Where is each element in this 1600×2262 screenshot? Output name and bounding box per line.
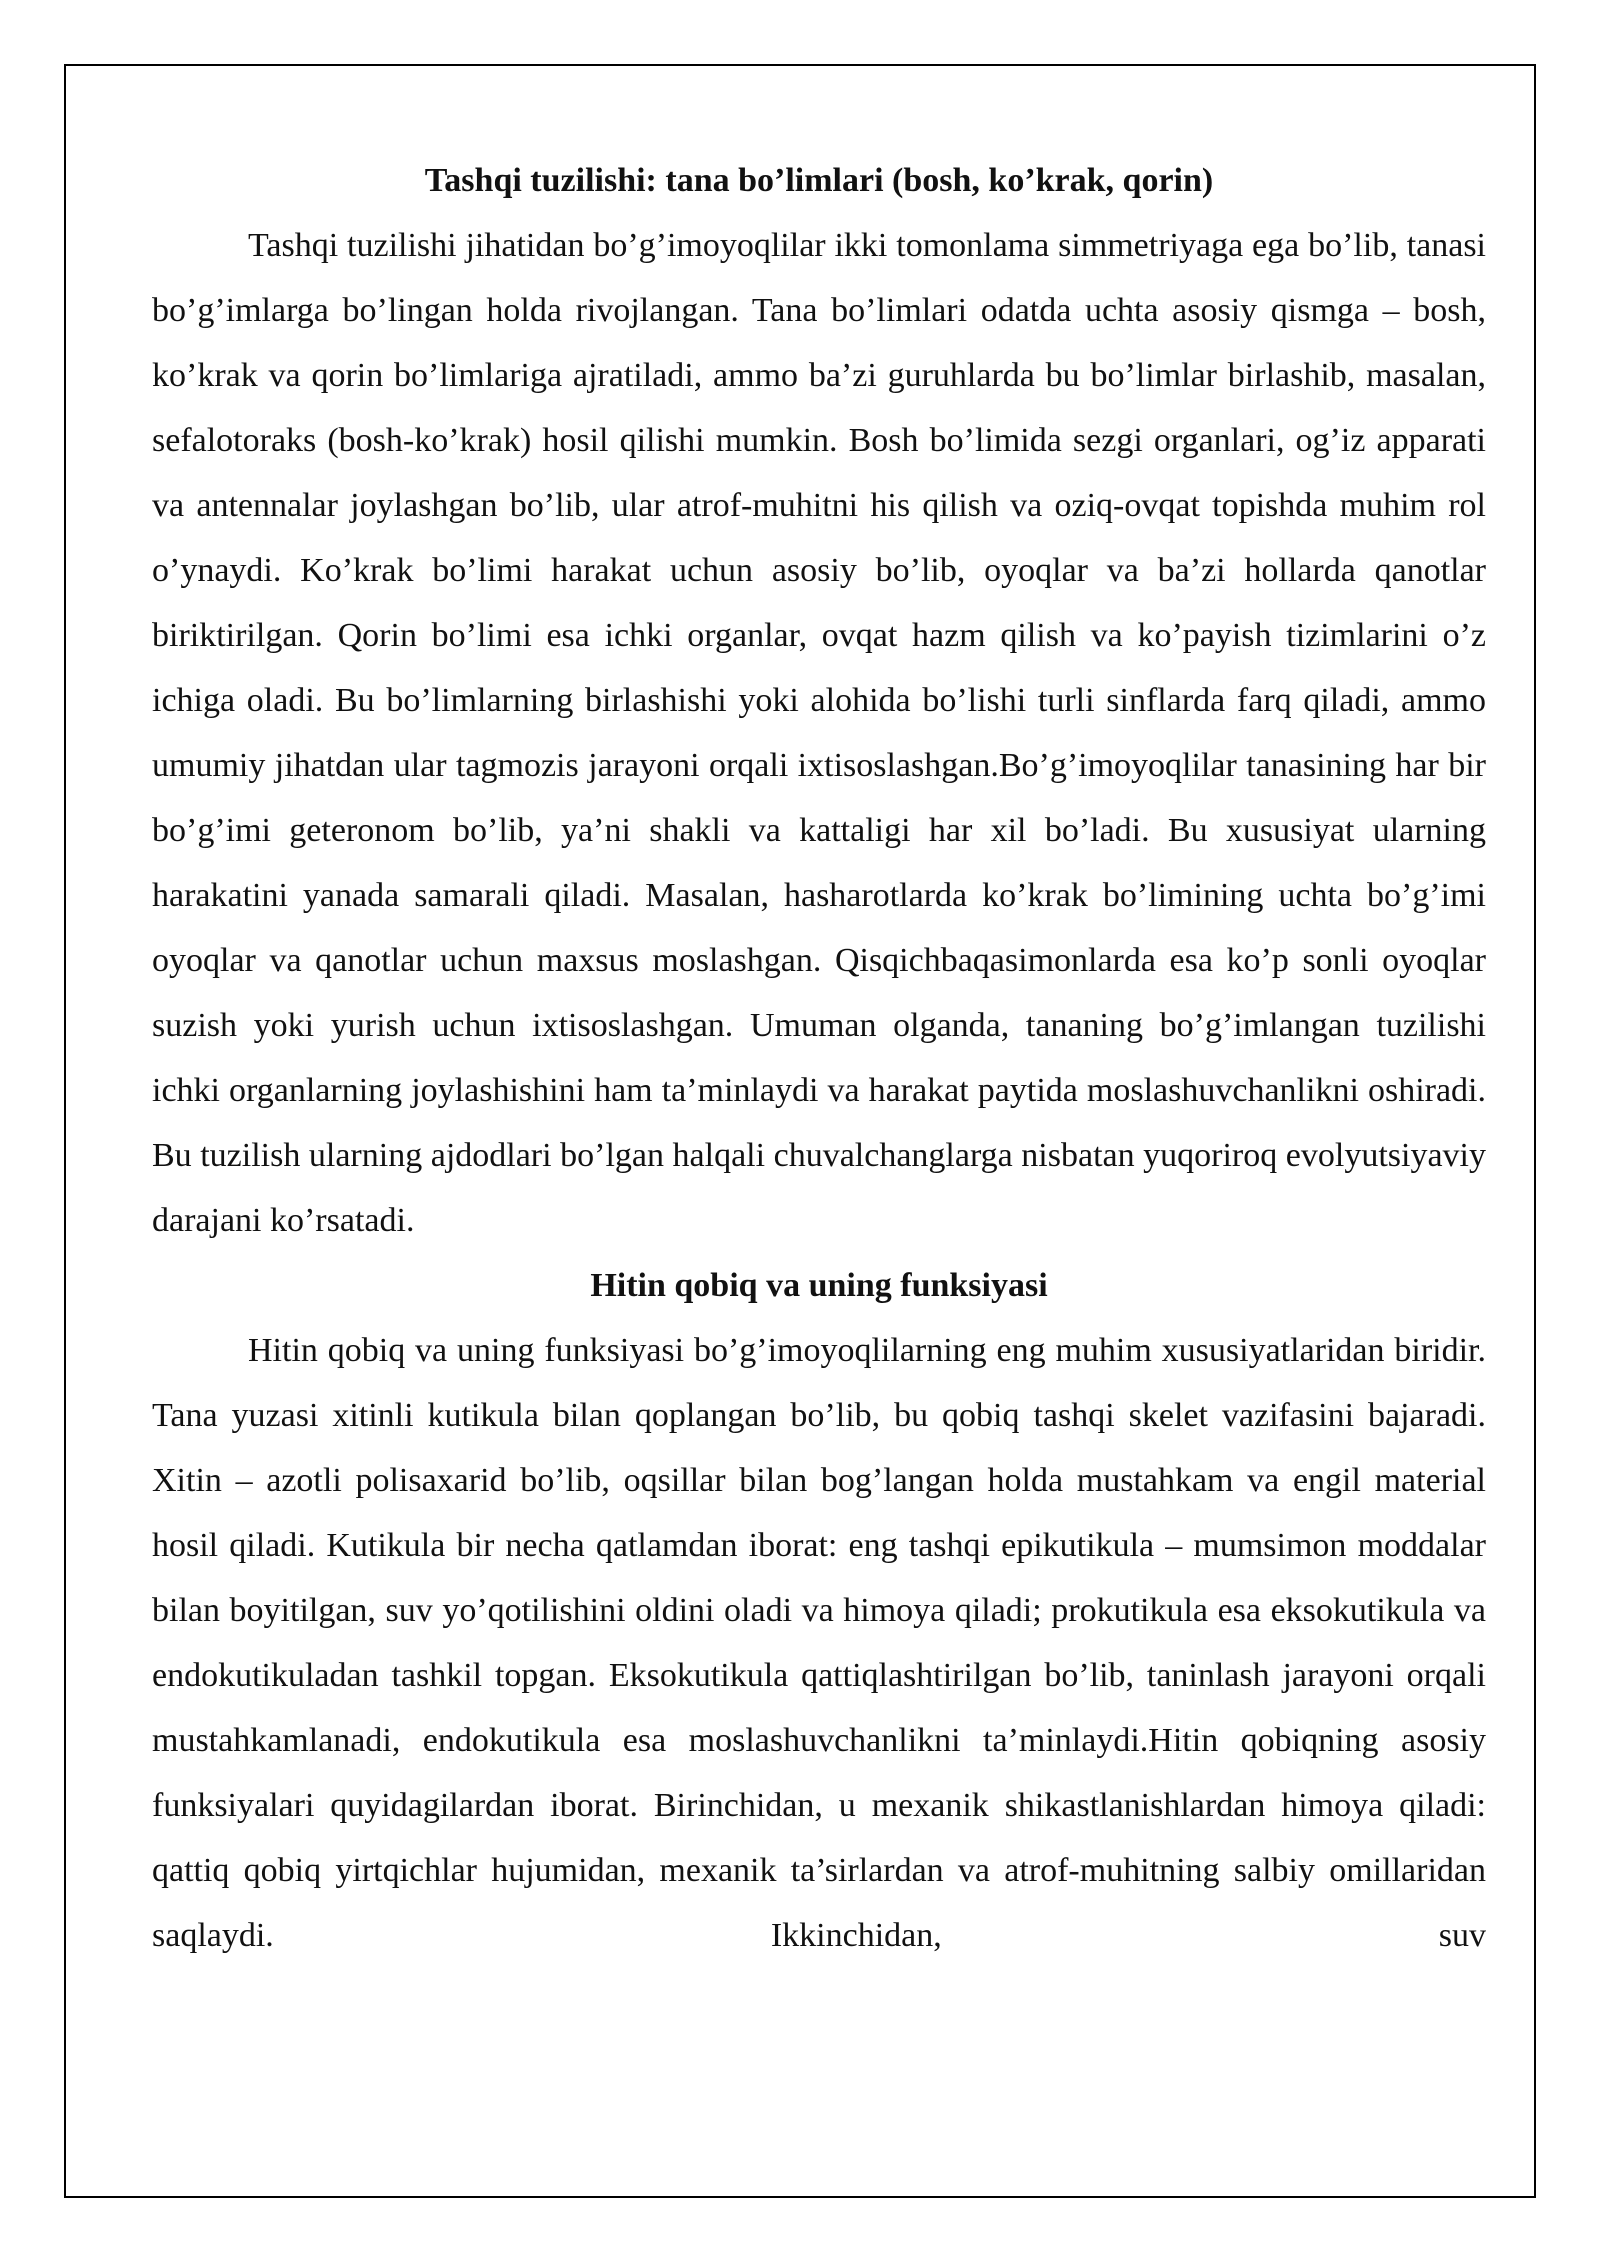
section-paragraph-external-structure: Tashqi tuzilishi jihatidan bo’g’imoyoqlilar ikki tomonlama simmetriyaga ega bo’lib, tanasi bo’g’imlarga bo’lingan holda rivojlangan. Tana bo’limlari odatda uchta asosiy qismga – bosh, ko’krak va qorin bo’limlariga ajratiladi, ammo ba’zi guruhlarda bu bo’limlar birlashib, masalan, sefalotoraks (bosh-ko’krak) hosil qilishi mumkin. Bosh bo’limida sezgi organlari, og’iz apparati va antennalar joylashgan bo’lib, ular atrof-muhitni his qilish va oziq-ovqat topishda muhim rol o’ynaydi. Ko’krak bo’limi harakat uchun asosiy bo’lib, oyoqlar va ba’zi hollarda qanotlar biriktirilgan. Qorin bo’limi esa ichki organlar, ovqat hazm qilish va ko’payish tizimlarini o’z ichiga oladi. Bu bo’limlarning birlashishi yoki alohida bo’lishi turli sinflarda farq qiladi, ammo umumiy jihatdan ular tagmozis jarayoni orqali ixtisoslashgan.Bo’g’imoyoqlilar tanasining har bir bo’g’imi geteronom bo’lib, ya’ni shakli va kattaligi har xil bo’ladi. Bu xususiyat ularning harakatini yanada samarali qiladi. Masalan, hasharotlarda ko’krak bo’limining uchta bo’g’imi oyoqlar va qanotlar uchun maxsus moslashgan. Qisqichbaqasimonlarda esa ko’p sonli oyoqlar suzish yoki yurish uchun ixtisoslashgan. Umuman olganda, tananing bo’g’imlangan tuzilishi ichki organlarning joylashishini ham ta’minlaydi va harakat paytida moslashuvchanlikni oshiradi. Bu tuzilish ularning ajdodlari bo’lgan halqali chuvalchanglarga nisbatan yuqoriroq evolyutsiyaviy darajani ko’rsatadi.: [152, 227, 1486, 1239]
section-heading-chitin-shell: Hitin qobiq va uning funksiyasi: [590, 1267, 1048, 1304]
section-heading-external-structure: Tashqi tuzilishi: tana bo’limlari (bosh, ko’krak, qorin): [424, 162, 1214, 199]
section-paragraph-chitin-shell: Hitin qobiq va uning funksiyasi bo’g’imoyoqlilarning eng muhim xususiyatlaridan biridir. Tana yuzasi xitinli kutikula bilan qoplangan bo’lib, bu qobiq tashqi skelet vazifasini bajaradi. Xitin – azotli polisaxarid bo’lib, oqsillar bilan bog’langan holda mustahkam va engil material hosil qiladi. Kutikula bir necha qatlamdan iborat: eng tashqi epikutikula – mumsimon moddalar bilan boyitilgan, suv yo’qotilishini oldini oladi va himoya qiladi; prokutikula esa eksokutikula va endokutikuladan tashkil topgan. Eksokutikula qattiqlashtirilgan bo’lib, taninlash jarayoni orqali mustahkamlanadi, endokutikula esa moslashuvchanlikni ta’minlaydi.Hitin qobiqning asosiy funksiyalari quyidagilardan iborat. Birinchidan, u mexanik shikastlanishlardan himoya qiladi: qattiq qobiq yirtqichlar hujumidan, mexanik ta’sirlardan va atrof-muhitning salbiy omillaridan saqlaydi. Ikkinchidan, suv: [152, 1332, 1486, 1954]
document-body: [152, 148, 1486, 1968]
